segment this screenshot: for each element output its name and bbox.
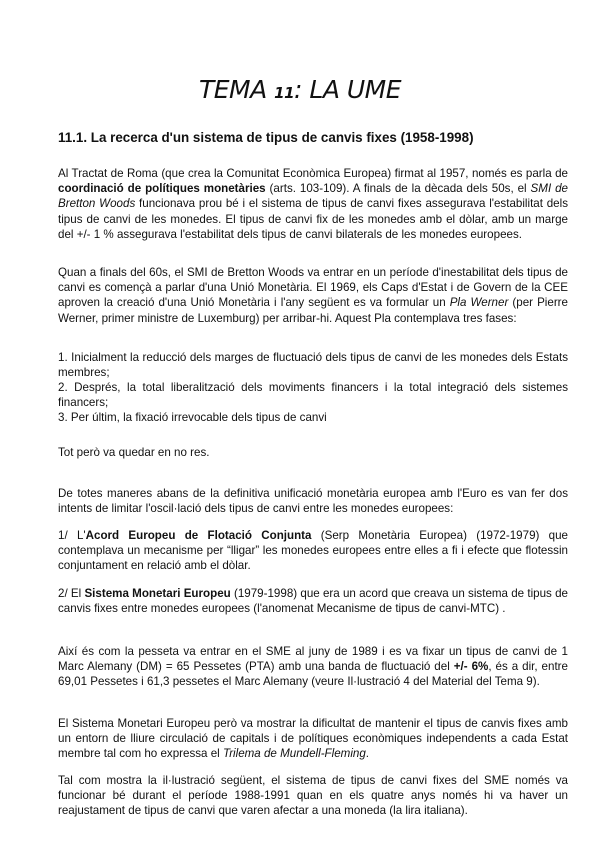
paragraph-trilemma [58, 716, 568, 762]
paragraph-peseta [58, 644, 568, 690]
text-run: Així és com la pesseta va entrar en el SME al juny de 1989 i es va fixar un tipus de canvi de 1 Marc Alemany (DM) = 65 Pessetes (PTA) amb una banda de fluctuació del [58, 645, 568, 674]
phase-2: 2. Després, la total liberalització dels moviments financers i la total integració dels sistemes financers; [58, 381, 568, 410]
title-number: 11 [274, 84, 295, 102]
paragraph-illustration: Tal com mostra la il·lustració següent, el sistema de tipus de canvi fixes del SME només va funcionar bé durant el període 1988-1991 quan en els quatre anys només hi va haver un reajustament de tipus de canvi que varen afectar a una moneda (la lira italiana). [58, 774, 568, 818]
paragraph-two-attempts: De totes maneres abans de la definitiva unificació monetària europea amb l'Euro es van fer dos intents de limitar l'oscil·lació dels tipus de canvi entre les monedes europees: [58, 487, 568, 516]
paragraph-rome-treaty [58, 166, 568, 242]
italic-text: SMI de Bretton Woods [58, 182, 568, 211]
italic-text: Pla Werner [449, 296, 509, 310]
bold-text: coordinació de polítiques monetàries [58, 182, 266, 196]
bold-text: Acord Europeu de Flotació Conjunta [85, 529, 312, 542]
text-run: , és a dir, entre 69,01 Pessetes i 61,3 pessetes el Marc Alemany (veure Il·lustració 4 del Material del Tema 9). [58, 660, 568, 689]
text-run: El Sistema Monetari Europeu però va mostrar la dificultat de mantenir el tipus de canvis fixes amb un entorn de lliure circulació de capitals i de polítiques econòmiques independents a cada Estat membre tal com ho expressa el [58, 717, 568, 761]
text-run: (arts. 103-109). A finals de la dècada dels 50s, el [265, 182, 531, 196]
phase-1: 1. Inicialment la reducció dels marges de fluctuació dels tipus de canvi de les monedes dels Estats membres; [58, 351, 568, 380]
title-prefix: TEMA [198, 75, 275, 104]
paragraph-outcome: Tot però va quedar en no res. [58, 446, 210, 459]
text-run: Quan a finals del 60s, el SMI de Bretton Woods va entrar en un període d'inestabilitat dels tipus de canvi es començà a parlar d'una Unió Monetària. El 1969, els Caps d'Estat i de Govern de la CEE aproven la creació d'una Unió Monetària i l'any següent es va formular un [58, 266, 568, 310]
list-item-snake [58, 528, 568, 574]
title-suffix: : LA UME [294, 75, 402, 104]
section-heading: 11.1. La recerca d'un sistema de tipus de canvis fixes (1958-1998) [58, 130, 474, 145]
text-run: funcionava prou bé i el sistema de tipus de canvi fixes assegurava l'estabilitat dels tipus de canvi de les monedes. El tipus de canvi fix de les monedes amb el dòlar, amb un marge del +/- 1 % assegurava l'estabilitat dels tipus de canvi bilaterals de les monedes europees. [58, 197, 569, 241]
bold-text: Sistema Monetari Europeu [84, 587, 231, 600]
text-run: 1/ L' [58, 529, 86, 542]
text-run: (per Pierre Werner, primer ministre de Luxemburg) per arribar-hi. Aquest Pla contemplava tres fases: [58, 296, 568, 325]
italic-text: Trilema de Mundell-Fleming [222, 747, 366, 761]
text-run: (Serp Monetària Europea) (1972-1979) que contemplava un mecanisme per “lligar” les monedes europees entre elles a fi i efecte que flotessin conjuntament en relació amb el dòlar. [58, 529, 569, 573]
text-run: (1979-1998) que era un acord que creava un sistema de tipus de canvis fixes entre monedes europees (l'anomenat Mecanisme de tipus de canvi-MTC) . [58, 587, 568, 616]
phase-3: 3. Per últim, la fixació irrevocable dels tipus de canvi [58, 411, 327, 424]
text-run: . [365, 747, 370, 761]
text-run: Al Tractat de Roma (que crea la Comunitat Econòmica Europea) firmat al 1957, només es parla de [58, 167, 568, 180]
paragraph-werner-plan [58, 265, 568, 326]
text-run: 2/ El [58, 587, 85, 600]
bold-text: +/- 6% [453, 660, 489, 674]
list-item-sme [58, 586, 568, 616]
page-title [0, 75, 600, 104]
